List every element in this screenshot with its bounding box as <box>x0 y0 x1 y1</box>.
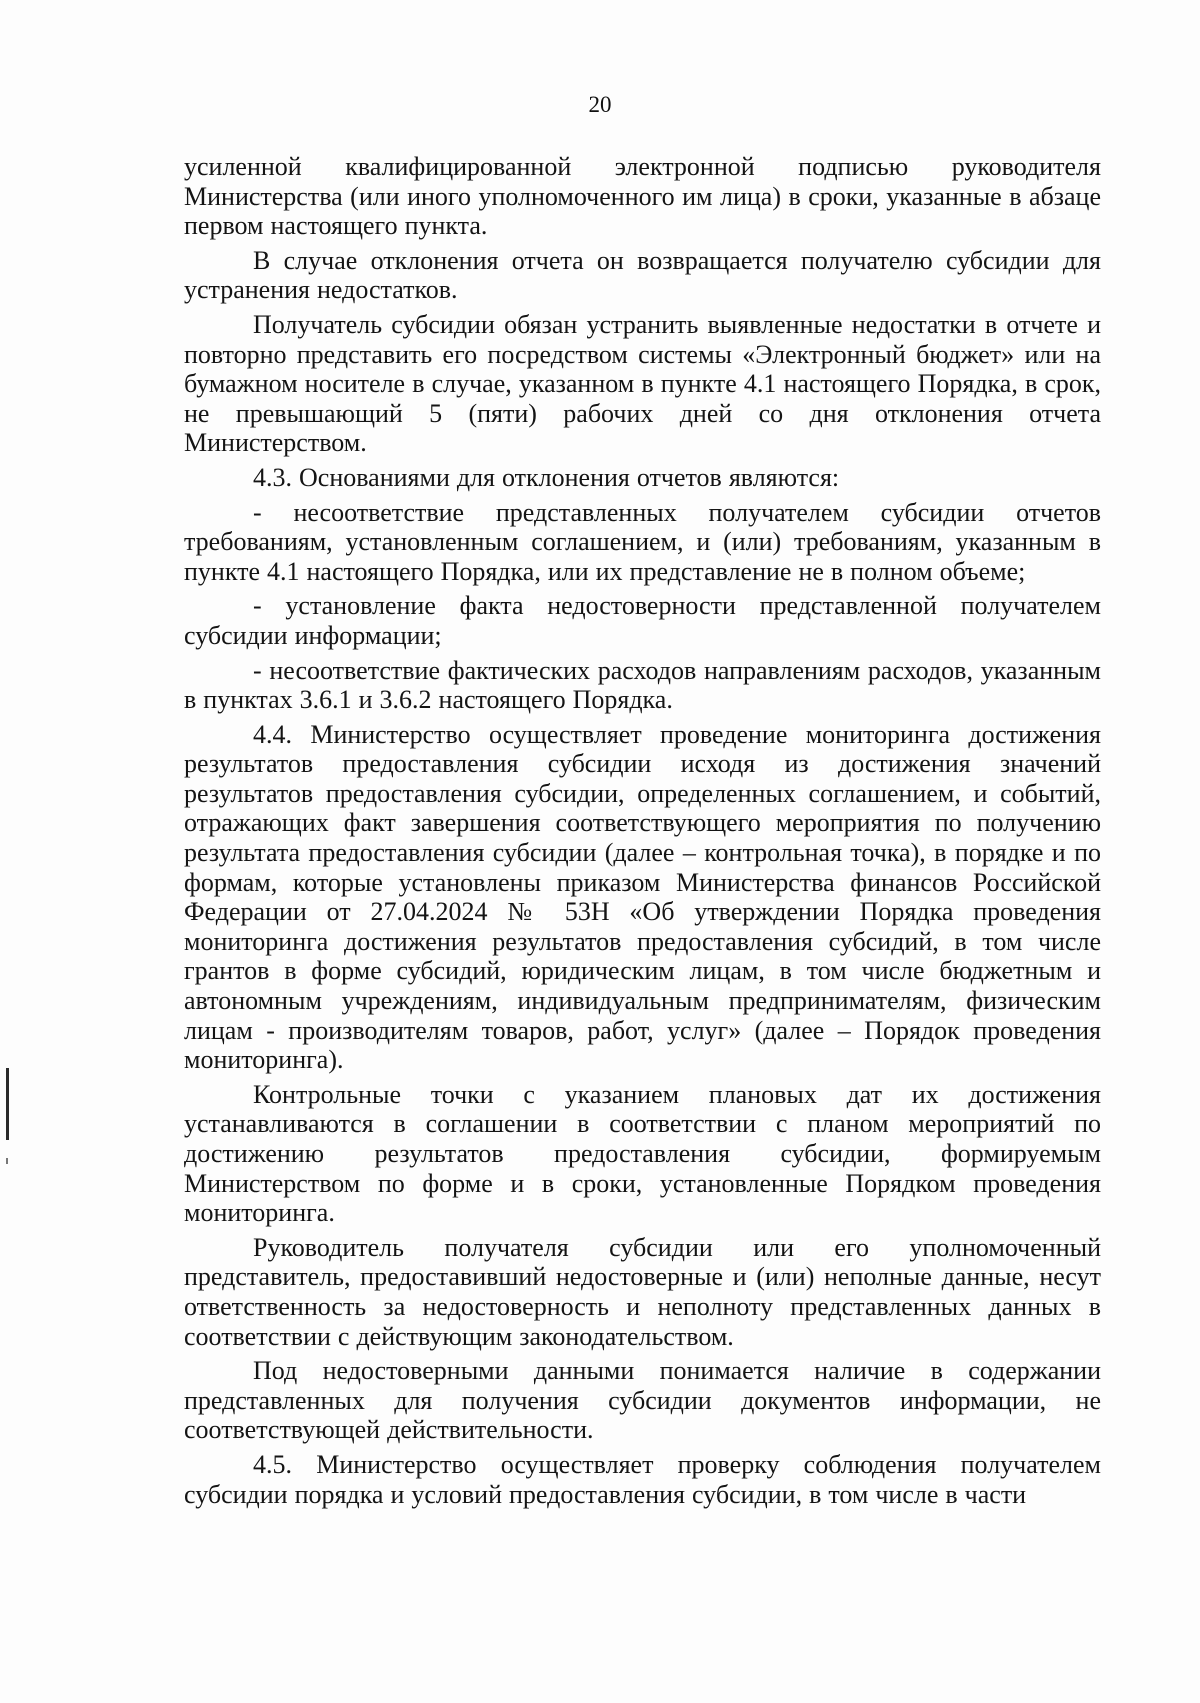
paragraph-continuation: усиленной квалифицированной электронной подписью руководителя Министерства (или иного уполномоченного им лица) в сроки, указанные в абзаце первом настоящего пункта. <box>184 152 1101 241</box>
clause-4-5: 4.5. Министерство осуществляет проверку соблюдения получателем субсидии порядка и условий предоставления субсидии, в том числе в части <box>184 1449 1101 1509</box>
paragraph-report-rejection: В случае отклонения отчета он возвращается получателю субсидии для устранения недостатков. <box>184 245 1101 305</box>
clause-4-4: 4.4. Министерство осуществляет проведение мониторинга достижения результатов предоставления субсидии исходя из достижения значений результатов предоставления субсидии, определенных соглашением, и событий, отражающих факт завершения соответствующего мероприятия по получению результата предоставления субсидии (далее – контрольная точка), в порядке и по формам, которые установлены приказом Министерства финансов Российской Федерации от 27.04.2024 № 53Н «Об утверждении Порядка проведения мониторинга достижения результатов предоставления субсидий, в том числе грантов в форме субсидий, юридическим лицам, в том числе бюджетным и автономным учреждениям, индивидуальным предпринимателям, физическим лицам - производителям товаров, работ, услуг» (далее – Порядок проведения мониторинга). <box>184 719 1101 1075</box>
page-number: 20 <box>588 92 612 117</box>
list-item-unreliability: - установление факта недостоверности представленной получателем субсидии информации; <box>184 591 1101 650</box>
scan-margin-mark <box>6 1068 9 1140</box>
list-item-expenses-mismatch: - несоответствие фактических расходов направлениям расходов, указанным в пунктах 3.6.1 и 3.6.2 настоящего Порядка. <box>184 655 1101 715</box>
document-body <box>184 152 1101 1514</box>
paragraph-unreliable-data: Под недостоверными данными понимается наличие в содержании представленных для получения субсидии документов информации, не соответствующей действительности. <box>184 1356 1101 1445</box>
list-item-noncompliance: - несоответствие представленных получателем субсидии отчетов требованиям, установленным соглашением, и (или) требованиям, указанным в пункте 4.1 настоящего Порядка, или их представление не в полном объеме; <box>184 497 1101 586</box>
scan-margin-dot <box>6 1158 8 1164</box>
paragraph-responsibility: Руководитель получателя субсидии или его уполномоченный представитель, предоставивший недостоверные и (или) неполные данные, несут ответственность за недостоверность и неполноту представленных данных в соответствии с действующим законодательством. <box>184 1232 1101 1351</box>
paragraph-control-points: Контрольные точки с указанием плановых дат их достижения устанавливаются в соглашении в соответствии с планом мероприятий по достижению результатов предоставления субсидии, формируемым Министерством по форме и в сроки, установленные Порядком проведения мониторинга. <box>184 1079 1101 1228</box>
clause-4-3-heading: 4.3. Основаниями для отклонения отчетов являются: <box>253 462 840 492</box>
paragraph-recipient-obligation: Получатель субсидии обязан устранить выявленные недостатки в отчете и повторно представить его посредством системы «Электронный бюджет» или на бумажном носителе в случае, указанном в пункте 4.1 настоящего Порядка, в срок, не превышающий 5 (пяти) рабочих дней со дня отклонения отчета Министерством. <box>184 309 1101 458</box>
